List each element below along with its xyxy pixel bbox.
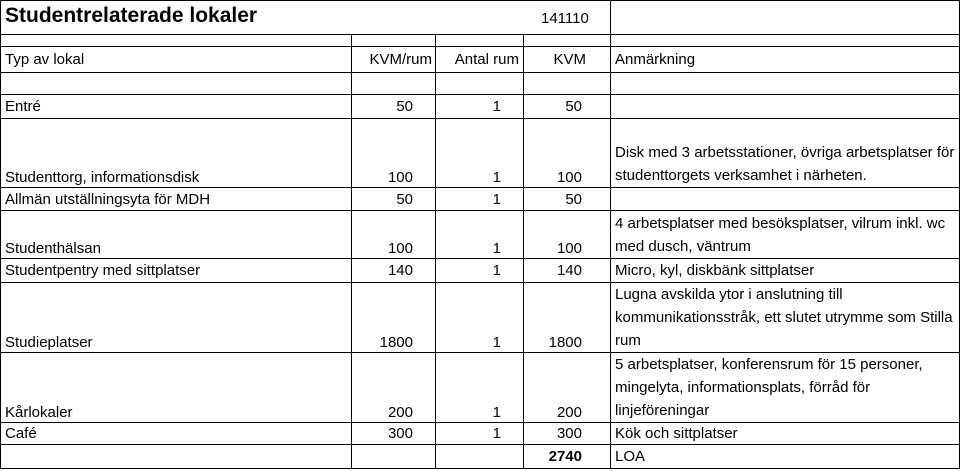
table-row: Studenttorg, informationsdisk 100 1 100 Disk med 3 arbetsstationer, övriga arbetsplatser för studenttorgets verksamhet i närheten. xyxy=(1,119,960,188)
header-type: Typ av lokal xyxy=(1,47,352,73)
table-row: Café 300 1 300 Kök och sittplatser xyxy=(1,423,960,445)
total-row xyxy=(1,445,960,469)
header-remark: Anmärkning xyxy=(611,47,960,73)
header-row xyxy=(1,47,960,73)
table-row: Studenthälsan 100 1 100 4 arbetsplatser med besöksplatser, vilrum inkl. wc med dusch, väntrum xyxy=(1,211,960,259)
table-row: Kårlokaler 200 1 200 5 arbetsplatser, konferensrum för 15 personer, mingelyta, informationsplats, förråd för linjeföreningar xyxy=(1,353,960,423)
table-row: Entré 50 1 50 xyxy=(1,95,960,119)
document-code: 141110 xyxy=(541,10,589,27)
total-note: LOA xyxy=(611,445,960,469)
header-room-count: Antal rum xyxy=(436,47,524,73)
page-title: Studentrelaterade lokaler xyxy=(5,4,258,27)
title-cell xyxy=(1,1,611,35)
total-kvm: 2740 xyxy=(524,445,611,469)
header-kvm: KVM xyxy=(524,47,611,73)
table-row: Studentpentry med sittplatser 140 1 140 Micro, kyl, diskbänk sittplatser xyxy=(1,259,960,283)
table-row: Allmän utställningsyta för MDH 50 1 50 xyxy=(1,188,960,211)
header-kvm-per-room: KVM/rum xyxy=(352,47,436,73)
table-row: Studieplatser 1800 1 1800 Lugna avskilda ytor i anslutning till kommunikationsstråk, ett slutet utrymme som Stilla rum xyxy=(1,283,960,353)
title-row xyxy=(1,1,960,35)
